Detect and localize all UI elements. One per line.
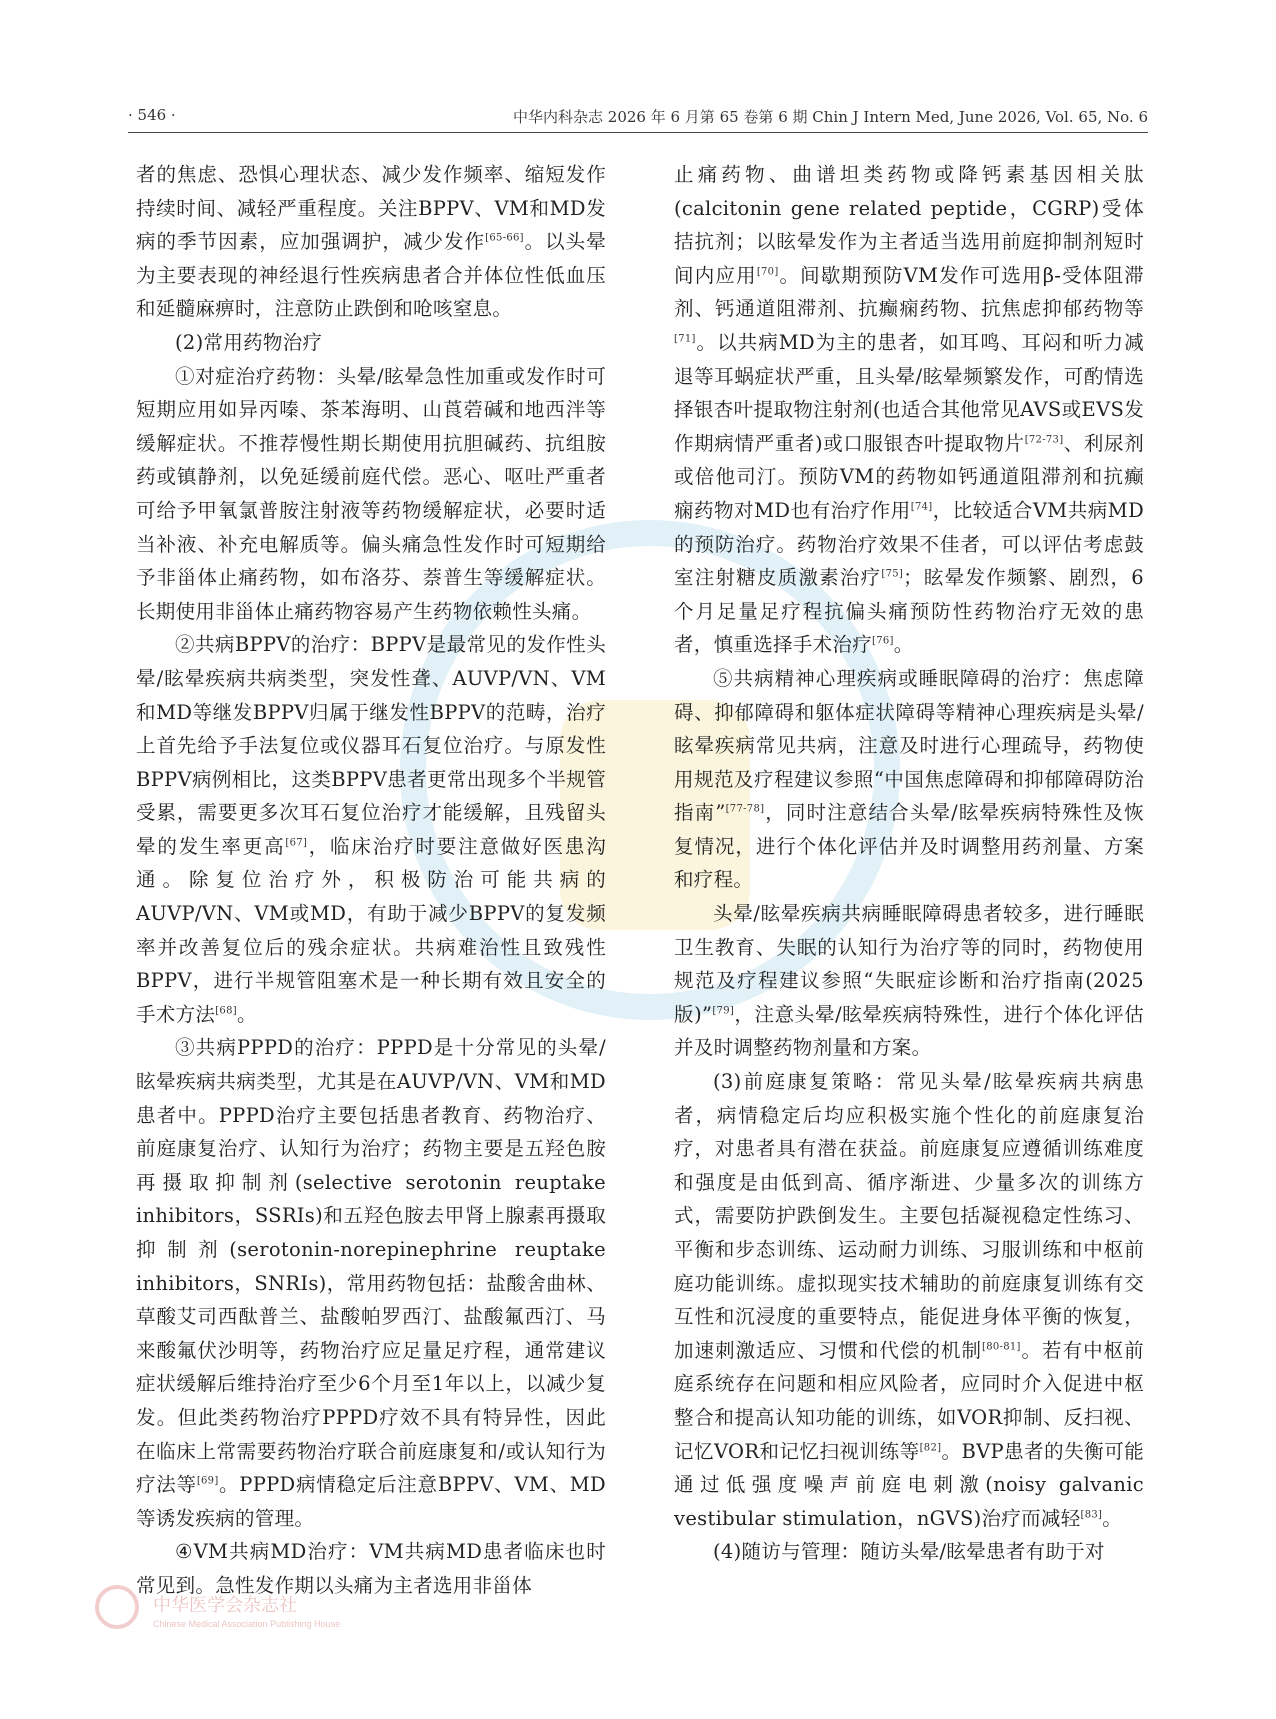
publisher-name: 中华医学会杂志社	[153, 1595, 297, 1616]
paragraph: 头晕/眩晕疾病共病睡眠障碍患者较多，进行睡眠卫生教育、失眠的认知行为治疗等的同时，药物使用规范及疗程建议参照“失眠症诊断和治疗指南(2025版)”[79]，注意头晕/眩晕疾病特殊性，进行个体化评估并及时调整药物剂量和方案。	[674, 902, 1145, 1060]
paragraph: (3)前庭康复策略：常见头晕/眩晕疾病共病患者，病情稳定后均应积极实施个性化的前庭康复治疗，对患者具有潜在获益。前庭康复应遵循训练难度和强度是由低到高、循序渐进、少量多次的训练方式，需要防护跌倒发生。主要包括凝视稳定性练习、平衡和步态训练、运动耐力训练、习服训练和中枢前庭功能训练。虚拟现实技术辅助的前庭康复训练有交互性和沉浸度的重要特点，能促进身体平衡的恢复，加速刺激适应、习惯和代偿的机制[80-81]。若有中枢前庭系统存在问题和相应风险者，应同时介入促进中枢整合和提高认知功能的训练，如VOR抑制、反扫视、记忆VOR和记忆扫视训练等[82]。BVP患者的失衡可能通过低强度噪声前庭电刺激(noisy galvanic vestibular stimulation，nGVS)治疗而减轻[83]。	[674, 1070, 1144, 1530]
section-heading: (2)常用药物治疗	[175, 330, 323, 354]
publisher-name-en: Chinese Medical Association Publishing House	[153, 1619, 341, 1629]
right-column	[674, 158, 1144, 1569]
left-column	[136, 158, 606, 1603]
header-rule	[128, 132, 1148, 133]
page-number: · 546 ·	[128, 106, 176, 124]
journal-citation: 中华内科杂志 2026 年 6 月第 65 卷第 6 期 Chin J Intern Med, June 2026, Vol. 65, No. 6	[513, 108, 1148, 126]
paragraph: ①对症治疗药物：头晕/眩晕急性加重或发作时可短期应用如异丙嗪、茶苯海明、山莨菪碱和地西泮等缓解症状。不推荐慢性期长期使用抗胆碱药、抗组胺药或镇静剂，以免延缓前庭代偿。恶心、呕吐严重者可给予甲氧氯普胺注射液等药物缓解症状，必要时适当补液、补充电解质等。偏头痛急性发作时可短期给予非甾体止痛药物，如布洛芬、萘普生等缓解症状。长期使用非甾体止痛药物容易产生药物依赖性头痛。	[136, 364, 606, 623]
paragraph: ②共病BPPV的治疗：BPPV是最常见的发作性头晕/眩晕疾病共病类型，突发性聋、AUVP/VN、VM和MD等继发BPPV归属于继发性BPPV的范畴，治疗上首先给予手法复位或仪器耳石复位治疗。与原发性BPPV病例相比，这类BPPV患者更常出现多个半规管受累，需要更多次耳石复位治疗才能缓解，且残留头晕的发生率更高[67]，临床治疗时要注意做好医患沟通。除复位治疗外，积极防治可能共病的AUVP/VN、VM或MD，有助于减少BPPV的复发频率并改善复位后的残余症状。共病难治性且致残性BPPV，进行半规管阻塞术是一种长期有效且安全的手术方法[68]。	[136, 633, 606, 1026]
running-header	[128, 104, 1148, 128]
flower-icon	[95, 1585, 139, 1629]
publisher-logo	[95, 1585, 595, 1645]
paragraph: ④VM共病MD治疗：VM共病MD患者临床也时常见到。急性发作期以头痛为主者选用非甾体	[136, 1540, 606, 1597]
paragraph: (4)随访与管理：随访头晕/眩晕患者有助于对	[713, 1540, 1105, 1564]
paragraph: ⑤共病精神心理疾病或睡眠障碍的治疗：焦虑障碍、抑郁障碍和躯体症状障碍等精神心理疾病是头晕/眩晕疾病常见共病，注意及时进行心理疏导，药物使用规范及疗程建议参照“中国焦虑障碍和抑郁障碍防治指南”[77-78]，同时注意结合头晕/眩晕疾病特殊性及恢复情况，进行个体化评估并及时调整用药剂量、方案和疗程。	[674, 666, 1144, 892]
paragraph: 者的焦虑、恐惧心理状态、减少发作频率、缩短发作持续时间、减轻严重程度。关注BPPV、VM和MD发病的季节因素，应加强调护，减少发作[65-66]。以头晕为主要表现的神经退行性疾病患者合并体位性低血压和延髓麻痹时，注意防止跌倒和呛咳窒息。	[136, 163, 607, 321]
paragraph: ③共病PPPD的治疗：PPPD是十分常见的头晕/眩晕疾病共病类型，尤其是在AUVP/VN、VM和MD患者中。PPPD治疗主要包括患者教育、药物治疗、前庭康复治疗、认知行为治疗；药物主要是五羟色胺再摄取抑制剂(selective serotonin reuptake inhibitors，SSRIs)和五羟色胺去甲肾上腺素再摄取抑制剂(serotonin-norepinephrine reuptake inhibitors，SNRIs)，常用药物包括：盐酸舍曲林、草酸艾司西酞普兰、盐酸帕罗西汀、盐酸氟西汀、马来酸氟伏沙明等，药物治疗应足量足疗程，通常建议症状缓解后维持治疗至少6个月至1年以上，以减少复发。但此类药物治疗PPPD疗效不具有特异性，因此在临床上常需要药物治疗联合前庭康复和/或认知行为疗法等[69]。PPPD病情稳定后注意BPPV、VM、MD等诱发疾病的管理。	[136, 1036, 606, 1530]
paragraph: 止痛药物、曲谱坦类药物或降钙素基因相关肽(calcitonin gene related peptide，CGRP)受体拮抗剂；以眩晕发作为主者适当选用前庭抑制剂短时间内应用[70]。间歇期预防VM发作可选用β-受体阻滞剂、钙通道阻滞剂、抗癫痫药物、抗焦虑抑郁药物等[71]。以共病MD为主的患者，如耳鸣、耳闷和听力减退等耳蜗症状严重，且头晕/眩晕频繁发作，可酌情选择银杏叶提取物注射剂(也适合其他常见AVS或EVS发作期病情严重者)或口服银杏叶提取物片[72-73]、利尿剂或倍他司汀。预防VM的药物如钙通道阻滞剂和抗癫痫药物对MD也有治疗作用[74]，比较适合VM共病MD的预防治疗。药物治疗效果不佳者，可以评估考虑鼓室注射糖皮质激素治疗[75]；眩晕发作频繁、剧烈，6个月足量足疗程抗偏头痛预防性药物治疗无效的患者，慎重选择手术治疗[76]。	[674, 163, 1145, 657]
